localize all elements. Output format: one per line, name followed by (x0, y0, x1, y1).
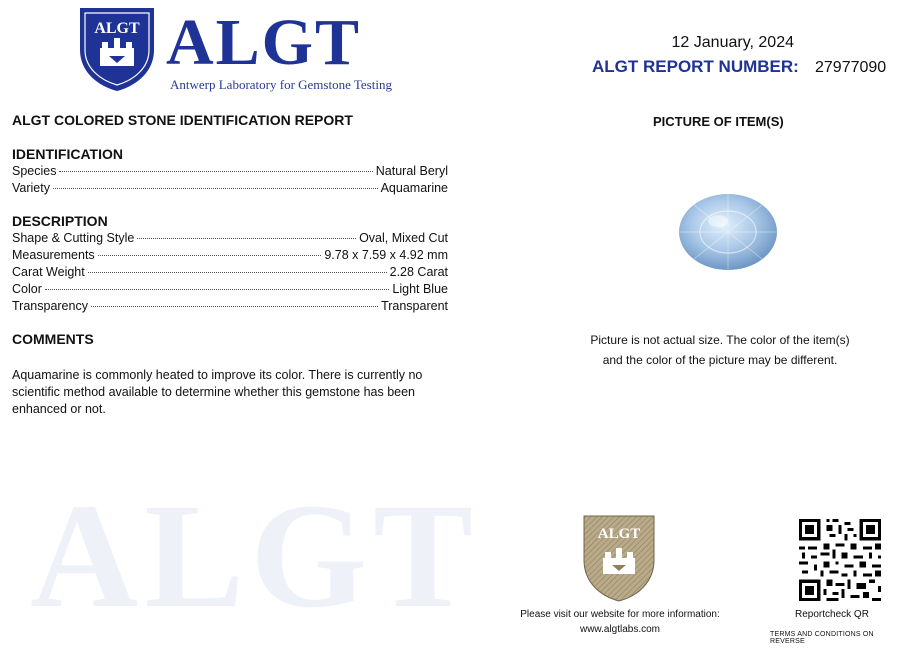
shield-text: ALGT (94, 20, 140, 37)
measurements-label: Measurements (12, 248, 95, 262)
website-link[interactable]: www.algtlabs.com (579, 624, 661, 635)
species-value: Natural Beryl (375, 164, 448, 178)
species-label: Species (12, 164, 57, 178)
measurements-value: 9.78 x 7.59 x 4.92 mm (324, 248, 448, 262)
shape-row (12, 231, 448, 247)
leader-dots (45, 289, 390, 290)
picture-note-line1: Picture is not actual size. The color of the item(s) (590, 333, 850, 347)
color-value: Light Blue (392, 282, 448, 296)
report-title: ALGT COLORED STONE IDENTIFICATION REPORT (12, 112, 353, 128)
shape-label: Shape & Cutting Style (12, 231, 135, 245)
comments-heading: COMMENTS (12, 331, 94, 347)
visit-text: Please visit our website for more information: (520, 609, 720, 620)
website-info (505, 607, 735, 637)
leader-dots (137, 238, 356, 239)
brand-wordmark: ALGT (166, 6, 362, 79)
leader-dots (53, 188, 378, 189)
watermark-logo: ALGT (30, 473, 480, 639)
carat-label: Carat Weight (12, 265, 85, 279)
picture-title: PICTURE OF ITEM(S) (653, 114, 784, 129)
transparency-value: Transparent (381, 299, 448, 313)
variety-label: Variety (12, 181, 50, 195)
aquamarine-gem-image (678, 193, 778, 271)
variety-row (12, 181, 448, 197)
leader-dots (59, 171, 372, 172)
qr-label: Reportcheck QR (795, 609, 869, 620)
report-number: 27977090 (815, 59, 887, 76)
report-number-label: ALGT REPORT NUMBER: (592, 57, 799, 76)
leader-dots (91, 306, 378, 307)
terms-note: TERMS AND CONDITIONS ON REVERSE (770, 631, 874, 645)
transparency-label: Transparency (12, 299, 88, 313)
picture-note-line2: and the color of the picture may be different. (602, 353, 838, 367)
algt-shield-logo (78, 6, 156, 92)
report-date: 12 January, 2024 (671, 34, 794, 51)
variety-value: Aquamarine (380, 181, 448, 195)
brand-subtitle: Antwerp Laboratory for Gemstone Testing (170, 77, 392, 92)
leader-dots (88, 272, 387, 273)
description-heading: DESCRIPTION (12, 213, 108, 229)
color-row (12, 282, 448, 298)
transparency-row (12, 299, 448, 315)
color-label: Color (12, 282, 42, 296)
reportcheck-qr-code[interactable] (796, 516, 884, 604)
shape-value: Oval, Mixed Cut (359, 231, 448, 245)
seal-text: ALGT (597, 526, 641, 542)
measurements-row (12, 248, 448, 264)
leader-dots (98, 255, 322, 256)
picture-disclaimer (560, 330, 880, 370)
species-row (12, 164, 448, 180)
identification-heading: IDENTIFICATION (12, 146, 123, 162)
comments-text: Aquamarine is commonly heated to improve its color. There is currently no scientific method available to determine whether this gemstone has been enhanced or not. (12, 368, 423, 416)
carat-value: 2.28 Carat (389, 265, 448, 279)
algt-gold-seal (582, 514, 656, 602)
carat-row (12, 265, 448, 281)
